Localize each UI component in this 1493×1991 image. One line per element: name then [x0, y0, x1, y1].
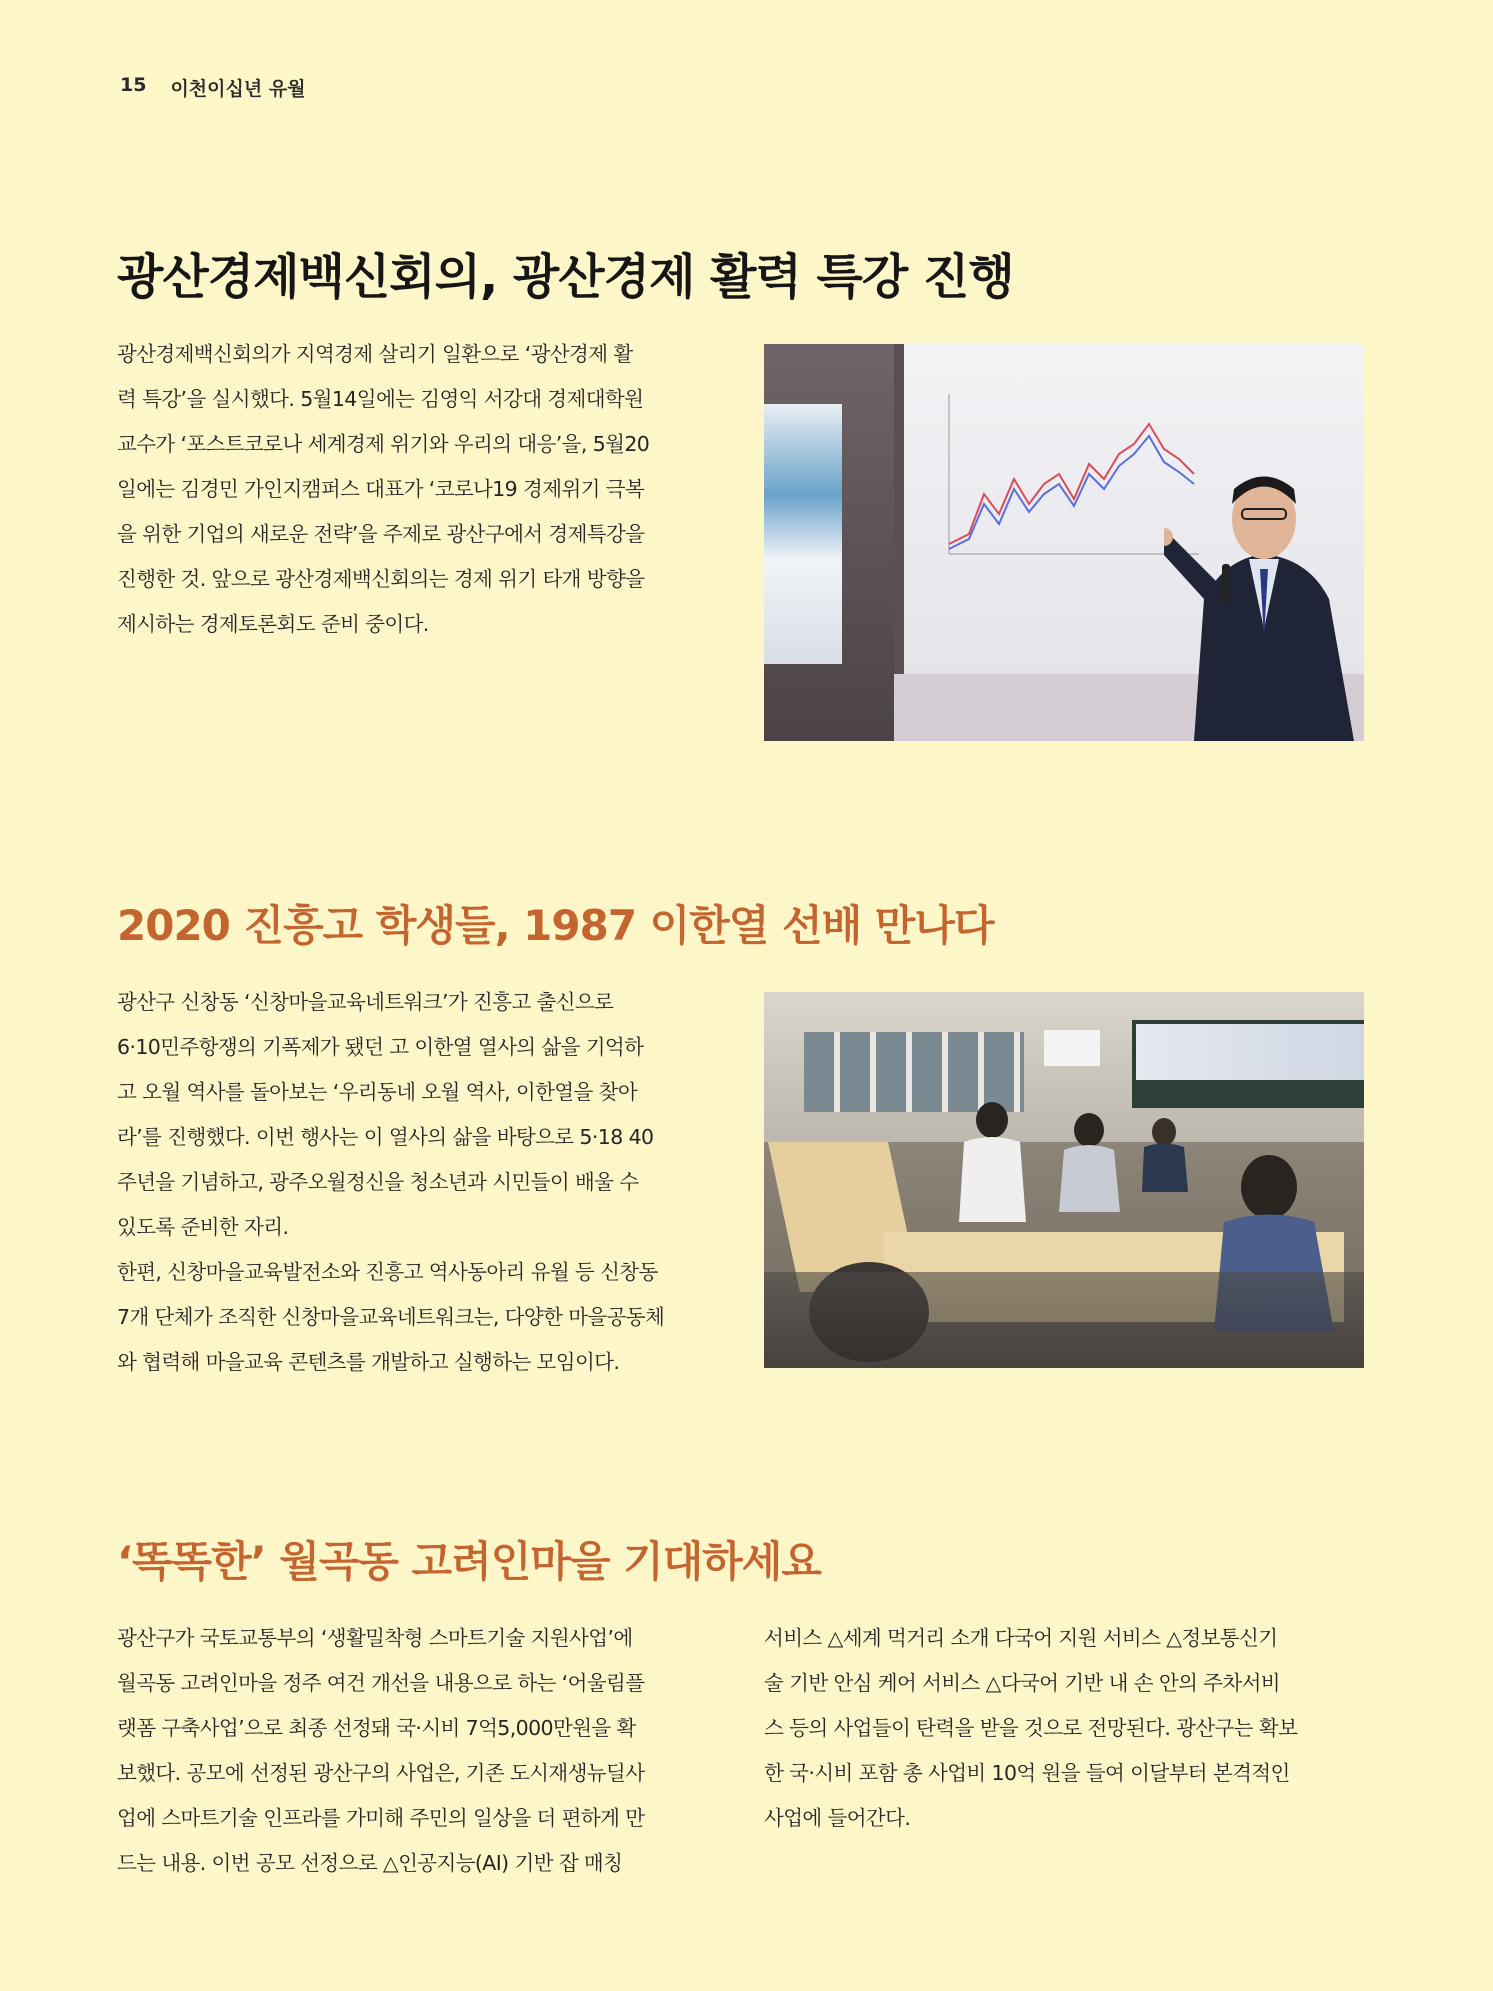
- text-line: 광산구 신창동 ‘신창마을교육네트워크’가 진흥고 출신으로: [117, 990, 614, 1014]
- text-line: 월곡동 고려인마을 정주 여건 개선을 내용으로 하는 ‘어울림플: [117, 1671, 645, 1695]
- text-line: 보했다. 공모에 선정된 광산구의 사업은, 기존 도시재생뉴딜사: [117, 1761, 645, 1785]
- text-line: 광산구가 국토교통부의 ‘생활밀착형 스마트기술 지원사업’에: [117, 1626, 633, 1650]
- section-title: 이천이십년 유월: [170, 78, 306, 100]
- article1-title: 광산경제백신회의, 광산경제 활력 특강 진행: [117, 249, 1014, 305]
- article2-body: [117, 980, 722, 1385]
- text-line: 와 협력해 마을교육 콘텐츠를 개발하고 실행하는 모임이다.: [117, 1350, 620, 1374]
- text-line: 력 특강’을 실시했다. 5월14일에는 김영익 서강대 경제대학원: [117, 387, 644, 411]
- text-line: 6·10민주항쟁의 기폭제가 됐던 고 이한열 열사의 삶을 기억하: [117, 1035, 644, 1059]
- text-line: 한 국·시비 포함 총 사업비 10억 원을 들여 이달부터 본격적인: [764, 1761, 1290, 1785]
- text-line: 스 등의 사업들이 탄력을 받을 것으로 전망된다. 광산구는 확보: [764, 1716, 1298, 1740]
- text-line: 서비스 △세계 먹거리 소개 다국어 지원 서비스 △정보통신기: [764, 1626, 1278, 1650]
- text-line: 드는 내용. 이번 공모 선정으로 △인공지능(AI) 기반 잡 매칭: [117, 1851, 623, 1875]
- page-number: 15: [120, 74, 147, 96]
- text-line: 고 오월 역사를 돌아보는 ‘우리동네 오월 역사, 이한열을 찾아: [117, 1080, 638, 1104]
- text-line: 사업에 들어간다.: [764, 1806, 911, 1830]
- classroom-photo-icon: [764, 992, 1364, 1368]
- text-line: 7개 단체가 조직한 신창마을교육네트워크는, 다양한 마을공동체: [117, 1305, 665, 1329]
- text-line: 제시하는 경제토론회도 준비 중이다.: [117, 612, 429, 636]
- lecture-photo-icon: [764, 344, 1364, 741]
- article3-title: ‘똑똑한’ 월곡동 고려인마을 기대하세요: [117, 1537, 821, 1586]
- article2-title: 2020 진흥고 학생들, 1987 이한열 선배 만나다: [117, 901, 994, 950]
- text-line: 라’를 진행했다. 이번 행사는 이 열사의 삶을 바탕으로 5·18 40: [117, 1125, 654, 1149]
- text-line: 일에는 김경민 가인지캠퍼스 대표가 ‘코로나19 경제위기 극복: [117, 477, 645, 501]
- text-line: 진행한 것. 앞으로 광산경제백신회의는 경제 위기 타개 방향을: [117, 567, 645, 591]
- text-line: 을 위한 기업의 새로운 전략’을 주제로 광산구에서 경제특강을: [117, 522, 645, 546]
- text-line: 있도록 준비한 자리.: [117, 1215, 289, 1239]
- text-line: 랫폼 구축사업’으로 최종 선정돼 국·시비 7억5,000만원을 확: [117, 1716, 636, 1740]
- text-line: 업에 스마트기술 인프라를 가미해 주민의 일상을 더 편하게 만: [117, 1806, 645, 1830]
- text-line: 광산경제백신회의가 지역경제 살리기 일환으로 ‘광산경제 활: [117, 342, 633, 366]
- text-line: 술 기반 안심 케어 서비스 △다국어 기반 내 손 안의 주차서비: [764, 1671, 1280, 1695]
- text-line: 한편, 신창마을교육발전소와 진흥고 역사동아리 유월 등 신창동: [117, 1260, 658, 1284]
- text-line: 주년을 기념하고, 광주오월정신을 청소년과 시민들이 배울 수: [117, 1170, 639, 1194]
- article3-body-column1: [117, 1616, 722, 1886]
- article3-body-column2: [764, 1616, 1364, 1841]
- page-header: [120, 74, 306, 101]
- article1-body: [117, 332, 722, 647]
- text-line: 교수가 ‘포스트코로나 세계경제 위기와 우리의 대응’을, 5월20: [117, 432, 650, 456]
